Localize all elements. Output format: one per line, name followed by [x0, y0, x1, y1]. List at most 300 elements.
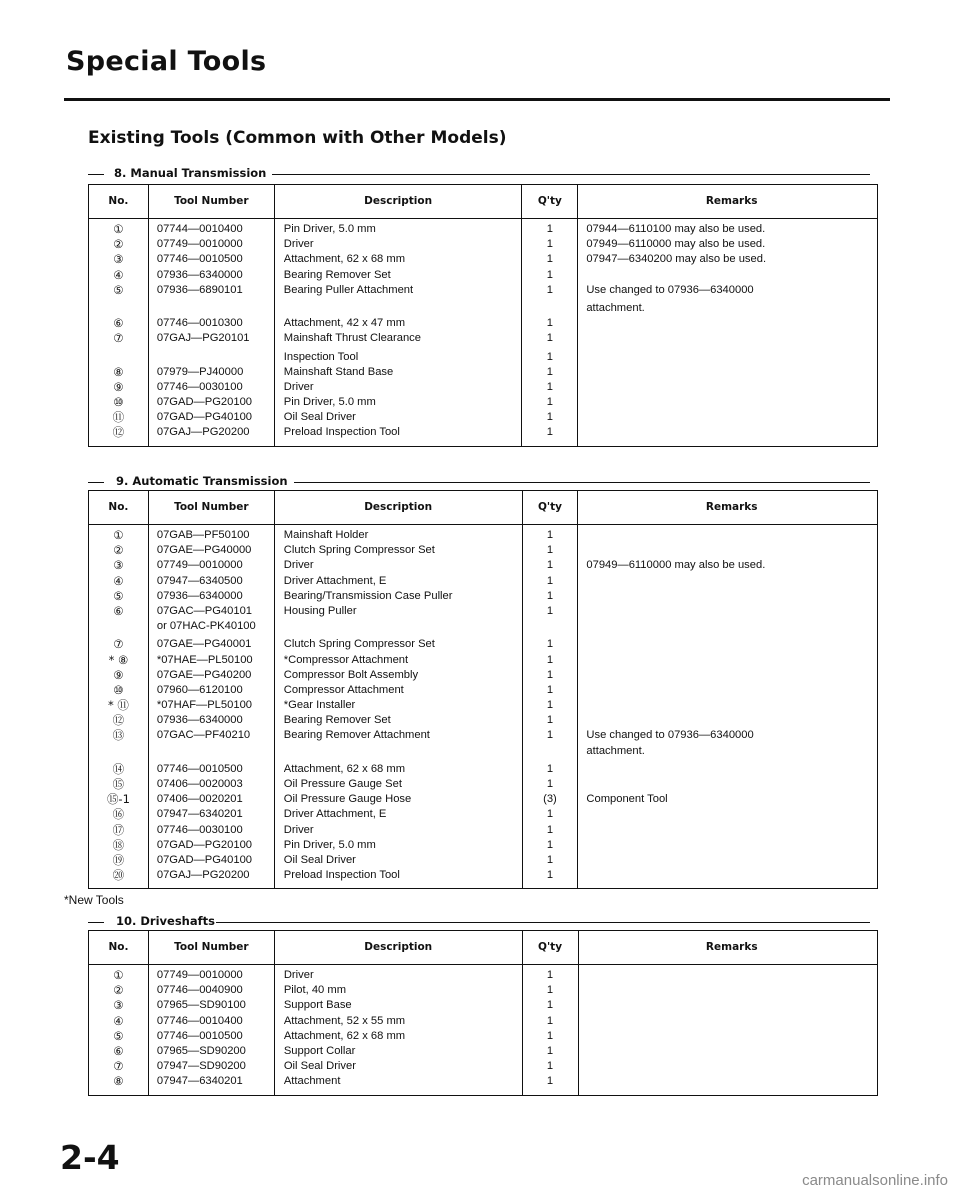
tool-number: 07947—SD90200 — [156, 1060, 246, 1073]
tool-description: Attachment, 62 x 68 mm — [283, 253, 406, 266]
tool-number — [157, 350, 274, 365]
tool-number: 07GAD—PG20100 — [156, 838, 253, 851]
driveshafts-block — [88, 914, 878, 1089]
tool-remarks — [587, 968, 878, 983]
tool-remarks — [586, 777, 877, 792]
tool-quantity: 1 — [546, 332, 553, 345]
tool-description: Clutch Spring Compressor Set — [283, 638, 435, 651]
tool-quantity: 1 — [546, 365, 553, 378]
tool-remarks — [586, 762, 877, 777]
tool-number: 07GAE—PG40200 — [156, 668, 252, 681]
item-number: ⑨ — [113, 667, 124, 682]
col-header-tool-number: Tool Number — [148, 185, 274, 219]
tool-remarks — [586, 807, 877, 822]
tool-quantity: 1 — [546, 253, 553, 266]
tool-remarks: Use changed to 07936—6340000 — [586, 729, 754, 742]
tool-description: Mainshaft Stand Base — [283, 365, 394, 378]
tool-remarks — [586, 868, 877, 883]
tool-number: 07960—6120100 — [156, 683, 243, 696]
tool-quantity: 1 — [546, 317, 553, 330]
item-number: ⑤ — [113, 588, 124, 603]
tool-remarks — [586, 574, 877, 589]
item-number: ① — [113, 968, 124, 982]
tool-remarks — [587, 1044, 878, 1059]
table-cell-qty — [522, 298, 578, 347]
table-row — [89, 525, 878, 635]
tool-description: Attachment, 42 x 47 mm — [283, 317, 406, 330]
col-header-remarks: Remarks — [578, 931, 878, 965]
tool-description — [284, 744, 522, 759]
watermark: carmanualsonline.info — [802, 1172, 948, 1189]
tool-description: Housing Puller — [283, 604, 357, 617]
tool-number — [157, 301, 274, 316]
table-cell-tool — [148, 347, 274, 447]
tool-quantity: 1 — [546, 1014, 554, 1027]
tool-quantity: 1 — [546, 729, 554, 742]
page-number: 2-4 — [60, 1138, 120, 1177]
tool-remarks — [586, 528, 877, 543]
table-cell-tool — [148, 634, 274, 759]
tool-number: 07746—0030100 — [156, 823, 243, 836]
table-cell-tool — [148, 525, 274, 635]
tool-remarks — [587, 1074, 878, 1089]
item-number: ③ — [113, 998, 124, 1013]
tool-description: Attachment, 62 x 68 mm — [283, 1029, 406, 1042]
tool-description: Bearing/Transmission Case Puller — [283, 589, 453, 602]
tool-remarks: attachment. — [586, 301, 645, 314]
table-cell-no — [89, 759, 149, 889]
item-number: ① — [113, 528, 124, 542]
item-number: ⑪ — [112, 410, 125, 425]
table-cell-rem — [578, 298, 878, 347]
tool-number: 07979—PJ40000 — [156, 365, 244, 378]
table-cell-rem — [578, 219, 878, 298]
tool-number: 07936—6340000 — [156, 268, 243, 281]
tool-description: Oil Seal Driver — [283, 1060, 356, 1073]
item-number: ⑱ — [112, 837, 125, 852]
col-header-remarks: Remarks — [578, 185, 878, 219]
tool-description: Oil Pressure Gauge Set — [283, 778, 402, 790]
tool-number: 07749—0010000 — [156, 969, 243, 981]
tool-number: 07947—6340201 — [156, 808, 243, 821]
item-number: ⑭ — [112, 761, 125, 776]
tool-number: 07936—6890101 — [156, 283, 243, 296]
tool-description: Driver — [283, 380, 314, 393]
block-heading — [88, 914, 878, 930]
item-number: ⑮ — [112, 777, 125, 791]
tool-remarks — [586, 668, 877, 683]
tool-remarks — [586, 604, 877, 619]
tool-quantity — [523, 619, 578, 634]
tool-remarks — [586, 838, 877, 853]
tool-description: Bearing Remover Attachment — [283, 729, 430, 742]
tool-remarks — [586, 316, 877, 331]
tool-remarks: 07944—6110100 may also be used. — [586, 223, 766, 235]
table-cell-qty — [522, 347, 578, 447]
tool-number: *07HAF—PL50100 — [156, 699, 253, 712]
tool-description: *Compressor Attachment — [283, 653, 409, 666]
tool-quantity: 1 — [546, 380, 553, 393]
tool-description: Preload Inspection Tool — [283, 869, 400, 882]
tool-remarks — [587, 983, 878, 998]
tool-description: Driver Attachment, E — [283, 808, 387, 821]
tools-table — [88, 490, 878, 889]
tool-number: 07GAJ—PG20200 — [156, 426, 250, 439]
section-title: Existing Tools (Common with Other Models) — [88, 128, 507, 148]
tool-number: 07GAE—PG40000 — [156, 544, 252, 557]
item-number: * ⑪ — [107, 698, 129, 713]
item-number: ② — [113, 543, 124, 558]
item-number: ② — [113, 983, 124, 998]
tool-remarks — [586, 425, 877, 440]
table-cell-no — [89, 298, 149, 347]
footnote-new-tools: *New Tools — [64, 893, 124, 907]
table-cell-tool — [148, 759, 274, 889]
col-header-no: No. — [89, 931, 149, 965]
block-heading-label: 10. Driveshafts — [116, 914, 215, 928]
block-heading-label: 9. Automatic Transmission — [116, 474, 288, 488]
table-body — [89, 219, 878, 447]
tool-number: 07GAD—PG20100 — [156, 396, 253, 409]
tool-number: 07749—0010000 — [156, 559, 243, 572]
tool-quantity: 1 — [546, 668, 554, 681]
tool-quantity: 1 — [546, 283, 553, 296]
table-cell-qty — [522, 219, 578, 298]
tool-remarks — [587, 998, 878, 1013]
tool-number: 07947—6340201 — [156, 1075, 243, 1088]
tool-description: Compressor Bolt Assembly — [283, 668, 419, 681]
col-header-remarks: Remarks — [578, 491, 878, 525]
col-header-tool-number: Tool Number — [148, 931, 274, 965]
item-number: ⑧ — [113, 1074, 124, 1089]
tool-quantity: 1 — [546, 604, 554, 617]
tool-description: Oil Pressure Gauge Hose — [283, 793, 412, 806]
table-row — [89, 347, 878, 447]
tool-remarks — [586, 365, 877, 380]
item-number: ⑦ — [113, 637, 124, 652]
tool-quantity: 1 — [546, 574, 554, 587]
item-number: ③ — [113, 252, 124, 267]
col-header-qty: Q'ty — [522, 185, 578, 219]
item-number: ④ — [113, 1013, 124, 1028]
item-number: ⑥ — [113, 1043, 124, 1058]
tool-description: Mainshaft Holder — [283, 529, 369, 541]
tool-description: *Gear Installer — [283, 699, 356, 712]
tool-number: 07GAJ—PG20101 — [156, 332, 250, 345]
tool-description: Oil Seal Driver — [283, 853, 356, 866]
item-number: ⑰ — [112, 822, 125, 837]
item-number: ⑥ — [113, 603, 124, 618]
tool-description: Pin Driver, 5.0 mm — [283, 838, 376, 851]
tool-number: 07746—0010500 — [156, 762, 243, 775]
col-header-no: No. — [89, 491, 149, 525]
tool-number: 07936—6340000 — [156, 589, 243, 602]
tool-description: Support Collar — [283, 1044, 356, 1057]
tool-quantity: (3) — [543, 793, 557, 806]
tool-quantity: 1 — [546, 653, 554, 666]
item-number: ⑲ — [112, 852, 125, 867]
item-number: ⑳ — [112, 868, 125, 883]
tool-quantity: 1 — [546, 238, 553, 251]
tool-quantity: 1 — [546, 1075, 554, 1088]
item-number — [89, 301, 148, 316]
table-cell-qty — [522, 525, 578, 635]
page-title: Special Tools — [66, 46, 267, 77]
tool-quantity: 1 — [546, 1060, 554, 1073]
tool-remarks — [586, 589, 877, 604]
item-number: ⑩ — [113, 395, 124, 410]
tool-remarks — [586, 683, 877, 698]
tool-quantity: 1 — [546, 544, 554, 557]
tool-quantity: 1 — [546, 426, 553, 439]
tool-quantity: 1 — [546, 223, 553, 235]
tool-description: Pin Driver, 5.0 mm — [283, 396, 376, 409]
tool-remarks — [586, 713, 877, 728]
tool-number: 07GAD—PG40100 — [156, 411, 253, 424]
tool-quantity — [522, 301, 577, 316]
item-number — [89, 350, 148, 365]
tool-number: 07965—SD90100 — [156, 999, 246, 1012]
tool-number: 07GAC—PF40210 — [156, 729, 251, 742]
tool-quantity — [523, 744, 578, 759]
block-heading-label: 8. Manual Transmission — [114, 166, 267, 180]
table-cell-no — [89, 219, 149, 298]
tool-number: 07406—0020003 — [156, 778, 243, 790]
tool-remarks: 07949—6110000 may also be used. — [586, 559, 766, 572]
tool-number: 07GAD—PG40100 — [156, 853, 253, 866]
tool-number — [157, 744, 274, 759]
tool-quantity: 1 — [546, 869, 554, 882]
tool-number: 07406—0020201 — [156, 793, 243, 806]
tool-quantity: 1 — [546, 683, 554, 696]
tool-quantity: 1 — [546, 778, 554, 790]
tool-quantity: 1 — [546, 529, 554, 541]
tool-description: Driver Attachment, E — [283, 574, 387, 587]
tool-number: 07749—0010000 — [156, 238, 243, 251]
tool-number: 07746—0040900 — [156, 984, 243, 997]
tool-description: Attachment — [283, 1075, 341, 1088]
col-header-description: Description — [274, 491, 522, 525]
item-number: ② — [113, 237, 124, 252]
tool-number: 07GAB—PF50100 — [156, 529, 250, 541]
tool-description: Driver — [283, 238, 314, 251]
item-number: ⑦ — [113, 1059, 124, 1074]
tool-description — [284, 301, 522, 316]
item-number: ⑬ — [112, 728, 125, 743]
tool-quantity: 1 — [546, 762, 554, 775]
tool-description: Driver — [283, 823, 314, 836]
table-cell-tool — [148, 219, 274, 298]
tool-remarks — [586, 653, 877, 668]
tool-description: Bearing Remover Set — [283, 714, 391, 727]
tool-remarks — [586, 823, 877, 838]
item-number — [89, 619, 148, 634]
item-number — [89, 744, 148, 759]
tool-remarks — [586, 350, 877, 365]
item-number: ⑤ — [113, 282, 124, 297]
item-number: ④ — [113, 573, 124, 588]
table-body — [89, 525, 878, 889]
title-rule — [64, 98, 890, 101]
tool-remarks: Use changed to 07936—6340000 — [586, 283, 754, 296]
tool-remarks — [587, 1029, 878, 1044]
tool-quantity: 1 — [546, 823, 554, 836]
tool-number: or 07HAC-PK40100 — [156, 620, 256, 633]
col-header-tool-number: Tool Number — [148, 491, 274, 525]
tool-description: Bearing Remover Set — [283, 268, 391, 281]
col-header-no: No. — [89, 185, 149, 219]
tool-quantity: 1 — [546, 808, 554, 821]
col-header-qty: Q'ty — [522, 491, 578, 525]
tool-description: Oil Seal Driver — [283, 411, 356, 424]
block-heading — [88, 166, 878, 182]
table-row — [89, 634, 878, 759]
col-header-qty: Q'ty — [522, 931, 578, 965]
tool-description: Driver — [283, 559, 314, 572]
manual-transmission-block — [88, 166, 878, 440]
tool-remarks — [586, 637, 877, 652]
col-header-description: Description — [274, 931, 522, 965]
table-cell-no — [89, 347, 149, 447]
item-number: ⑯ — [112, 807, 125, 822]
tool-quantity: 1 — [546, 638, 554, 651]
table-cell-desc — [274, 525, 522, 635]
table-cell-no — [89, 634, 149, 759]
tool-quantity: 1 — [546, 589, 554, 602]
table-body — [89, 965, 878, 1096]
tool-quantity: 1 — [546, 1029, 554, 1042]
item-number: ⑥ — [113, 316, 124, 331]
item-number: ⑦ — [113, 331, 124, 346]
tool-quantity: 1 — [546, 411, 553, 424]
tool-quantity: 1 — [546, 396, 553, 409]
tool-quantity: 1 — [546, 838, 554, 851]
item-number: ⑩ — [113, 682, 124, 697]
tool-description: Driver — [283, 969, 314, 981]
tool-number: 07965—SD90200 — [156, 1044, 246, 1057]
tool-remarks: attachment. — [586, 744, 645, 757]
table-cell-desc — [274, 759, 522, 889]
tool-description: Inspection Tool — [283, 350, 359, 363]
table-row — [89, 298, 878, 347]
tool-description: Bearing Puller Attachment — [283, 283, 414, 296]
table-cell-no — [89, 965, 149, 1096]
item-number: ⑫ — [112, 713, 125, 728]
table-cell-rem — [578, 347, 878, 447]
tool-description: Mainshaft Thrust Clearance — [283, 332, 421, 345]
tool-remarks — [586, 543, 877, 558]
tools-table — [88, 930, 878, 1096]
tool-quantity: 1 — [546, 999, 554, 1012]
tool-remarks — [586, 380, 877, 395]
table-cell-rem — [578, 525, 878, 635]
tool-number: 07936—6340000 — [156, 714, 243, 727]
tool-number: 07744—0010400 — [156, 223, 243, 235]
table-cell-rem — [578, 759, 878, 889]
tool-description: Preload Inspection Tool — [283, 426, 400, 439]
tool-number: 07746—0010300 — [156, 317, 243, 330]
table-cell-desc — [274, 219, 522, 298]
tool-description: Attachment, 62 x 68 mm — [283, 762, 406, 775]
tool-remarks — [586, 853, 877, 868]
tool-description: Pilot, 40 mm — [283, 984, 347, 997]
table-row — [89, 219, 878, 298]
table-cell-desc — [274, 347, 522, 447]
tool-quantity: 1 — [546, 714, 554, 727]
tool-description: Support Base — [283, 999, 352, 1012]
table-cell-tool — [148, 965, 274, 1096]
tool-remarks — [586, 331, 877, 346]
table-cell-desc — [274, 634, 522, 759]
item-number: ③ — [113, 558, 124, 573]
table-cell-qty — [522, 634, 578, 759]
block-heading — [88, 474, 878, 490]
tool-quantity: 1 — [546, 268, 553, 281]
table-cell-desc — [274, 965, 522, 1096]
tool-remarks: Component Tool — [586, 793, 668, 806]
tool-remarks — [587, 1014, 878, 1029]
tool-number: 07GAE—PG40001 — [156, 638, 252, 651]
tool-quantity: 1 — [546, 350, 553, 363]
table-row — [89, 759, 878, 889]
table-cell-tool — [148, 298, 274, 347]
tool-quantity: 1 — [546, 559, 554, 572]
table-cell-qty — [522, 965, 578, 1096]
tool-description: Attachment, 52 x 55 mm — [283, 1014, 406, 1027]
tool-remarks — [587, 1059, 878, 1074]
tool-number: 07947—6340500 — [156, 574, 243, 587]
tool-description: Pin Driver, 5.0 mm — [283, 223, 376, 235]
tool-remarks — [586, 410, 877, 425]
tool-quantity: 1 — [546, 984, 554, 997]
item-number: * ⑧ — [108, 652, 129, 667]
table-cell-desc — [274, 298, 522, 347]
table-cell-rem — [578, 634, 878, 759]
tool-quantity: 1 — [546, 1044, 554, 1057]
item-number: ⑤ — [113, 1028, 124, 1043]
tool-number: 07GAJ—PG20200 — [156, 869, 250, 882]
item-number: ① — [113, 222, 124, 236]
tool-description — [284, 619, 522, 634]
tool-quantity: 1 — [546, 699, 554, 712]
item-number: ⑨ — [113, 379, 124, 394]
tool-remarks — [586, 698, 877, 713]
tools-table — [88, 184, 878, 447]
automatic-transmission-block — [88, 474, 878, 883]
tool-remarks — [586, 619, 877, 634]
table-cell-no — [89, 525, 149, 635]
tool-number: 07746—0010400 — [156, 1014, 243, 1027]
item-number: ⑫ — [112, 425, 125, 440]
tool-number: 07746—0010500 — [156, 253, 243, 266]
col-header-description: Description — [274, 185, 522, 219]
tool-number: *07HAE—PL50100 — [156, 653, 253, 666]
table-cell-qty — [522, 759, 578, 889]
table-row — [89, 965, 878, 1096]
tool-number: 07746—0010500 — [156, 1029, 243, 1042]
tool-remarks — [586, 268, 877, 283]
item-number: ⑧ — [113, 364, 124, 379]
tool-quantity: 1 — [546, 969, 554, 981]
item-number: ④ — [113, 267, 124, 282]
table-cell-rem — [578, 965, 878, 1096]
tool-description: Clutch Spring Compressor Set — [283, 544, 435, 557]
tool-number: 07GAC—PG40101 — [156, 604, 253, 617]
item-number: ⑮-1 — [106, 792, 130, 807]
tool-remarks: 07949—6110000 may also be used. — [586, 238, 766, 251]
tool-description: Compressor Attachment — [283, 683, 404, 696]
tool-remarks — [586, 395, 877, 410]
